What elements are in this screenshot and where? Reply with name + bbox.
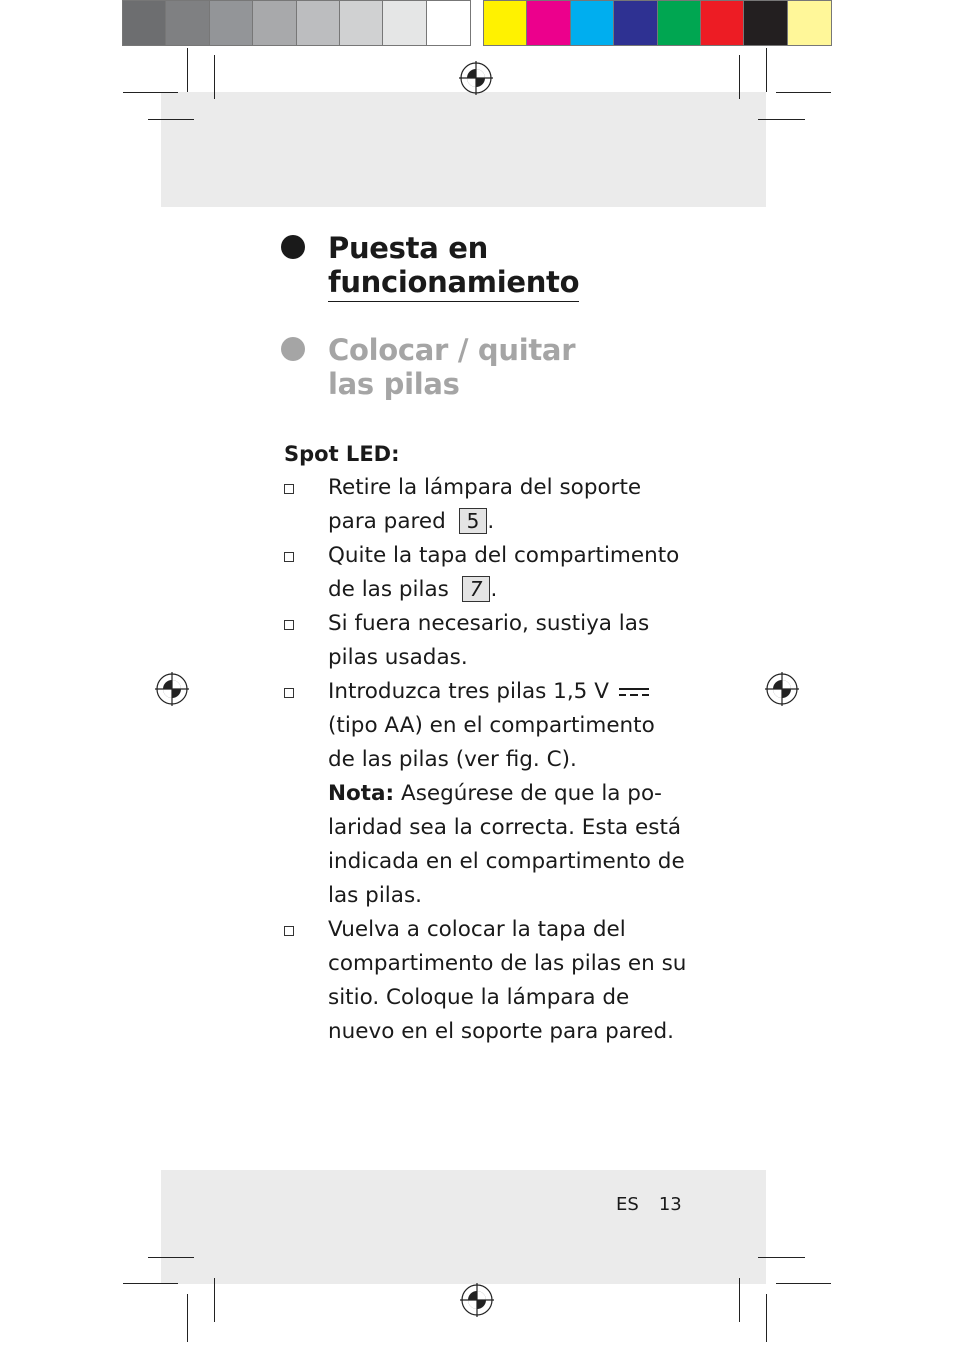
crop-mark [214,55,215,99]
footer-band [161,1170,766,1284]
step-punctuation: . [490,577,498,602]
registration-mark-icon [155,672,189,706]
registration-mark-icon [459,61,493,95]
step-text-continued: (tipo AA) en el compartimento de las pilas (ver fig. C). [328,713,655,772]
color-swatch [744,1,787,45]
color-calibration-strip [483,0,832,46]
checkbox-icon [284,484,294,494]
color-swatch [701,1,744,45]
crop-mark [148,119,194,120]
language-code: ES [616,1194,639,1215]
main-heading-line1: Puesta en [328,231,488,265]
instruction-list [328,471,688,1049]
main-heading-line2: funcionamiento [328,265,579,302]
sub-heading [328,333,575,401]
gray-swatch [427,1,470,45]
list-item [328,607,688,675]
subheading-bullet-icon [281,337,305,361]
gray-swatch [340,1,383,45]
crop-mark [766,1294,767,1342]
registration-mark-icon [765,672,799,706]
page-footer [616,1190,682,1220]
header-band [161,92,766,207]
crop-mark [739,1278,740,1322]
note-label: Nota: [328,781,395,806]
gray-swatch [297,1,340,45]
sub-heading-line1: Colocar / quitar [328,333,576,367]
section-label: Spot LED: [284,442,400,466]
note-text: Asegúrese de que la polaridad sea la correcta. Esta está indicada en el compartimento de las pilas. [328,781,685,908]
color-swatch [788,1,831,45]
list-item [328,675,688,913]
crop-mark [739,55,740,99]
gray-calibration-strip [122,0,471,46]
step-text: Si fuera necesario, sustiya las pilas usadas. [328,611,650,670]
crop-mark [187,48,188,92]
crop-mark [766,48,767,92]
main-heading [328,231,579,302]
gray-swatch [210,1,253,45]
crop-mark [187,1294,188,1342]
gray-swatch [383,1,426,45]
page-number: 13 [658,1194,682,1215]
crop-mark [123,1283,178,1284]
list-item [328,539,688,607]
registration-mark-icon [460,1283,494,1317]
part-reference-badge: 7 [462,576,491,602]
direct-current-icon [618,686,650,698]
color-swatch [484,1,527,45]
crop-mark [123,92,178,93]
color-swatch [571,1,614,45]
part-reference-badge: 5 [459,508,488,534]
color-swatch [527,1,570,45]
step-text: Retire la lámpara del soporte para pared [328,475,642,534]
sub-heading-line2: las pilas [328,367,460,401]
checkbox-icon [284,620,294,630]
checkbox-icon [284,926,294,936]
gray-swatch [123,1,166,45]
step-text: Quite la tapa del compartimento de las pilas [328,543,680,602]
crop-mark [776,92,831,93]
step-punctuation: . [487,509,495,534]
crop-mark [758,1257,805,1258]
crop-mark [758,119,805,120]
list-item [328,913,688,1049]
step-text: Introduzca tres pilas 1,5 V [328,679,609,704]
crop-mark [776,1283,831,1284]
color-swatch [614,1,657,45]
crop-mark [214,1278,215,1322]
gray-swatch [166,1,209,45]
color-swatch [658,1,701,45]
crop-mark [148,1257,194,1258]
gray-swatch [253,1,296,45]
checkbox-icon [284,688,294,698]
checkbox-icon [284,552,294,562]
step-text: Vuelva a colocar la tapa del compartimento de las pilas en su sitio. Coloque la lámpara de nuevo en el soporte para pared. [328,917,687,1044]
heading-bullet-icon [281,235,305,259]
list-item [328,471,688,539]
